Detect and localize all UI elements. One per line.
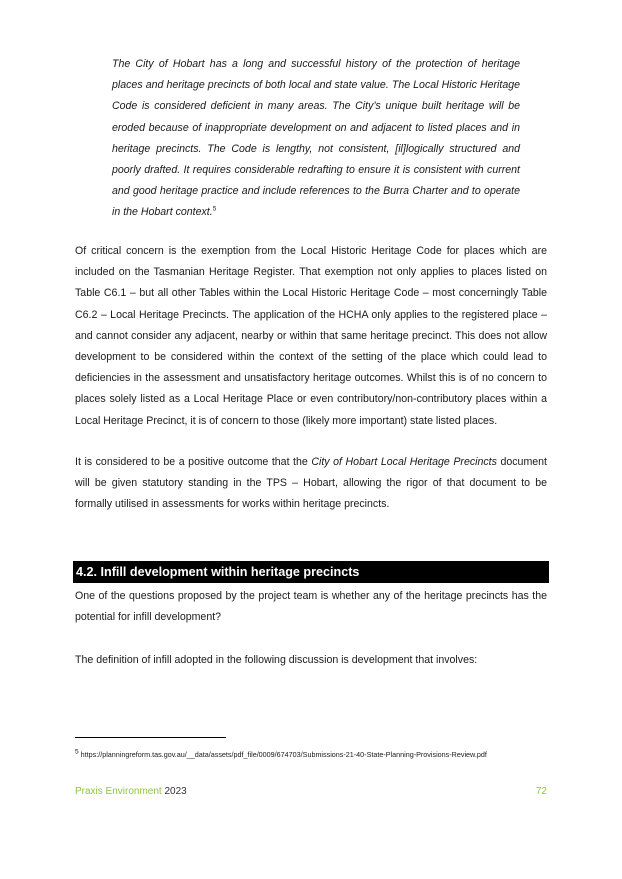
footnote-ref[interactable]: 5 [212,205,217,213]
section-heading: 4.2. Infill development within heritage precincts [73,561,549,583]
document-title-italic: City of Hobart Local Heritage Precincts [311,456,497,468]
paragraph-infill-definition: The definition of infill adopted in the following discussion is development that involves: [75,654,478,666]
block-quote [112,54,520,224]
paragraph-text-before: It is considered to be a positive outcome that the [75,456,312,468]
paragraph-infill-question: One of the questions proposed by the project team is whether any of the heritage precincts has the potential for infill development? [75,590,547,624]
footnote [75,750,487,760]
paragraph-text-after: document will be given statutory standing in the TPS – Hobart, allowing the rigor of that document to be formally utilised in assessments for works within heritage precincts. [75,456,547,511]
quote-text: The City of Hobart has a long and successful history of the protection of heritage places and heritage precincts of both local and state value. The Local Historic Heritage Code is considered deficient in many areas. The City’s unique built heritage will be eroded because of inappropriate development on and adjacent to listed places and in heritage precincts. The Code is lengthy, not consistent, [il]logically structured and poorly drafted. It requires considerable redrafting to ensure it is consistent with current and good heritage practice and include references to the Burra Charter and to operate in the Hobart context. [112,58,520,219]
page-footer [75,785,547,799]
footnote-number: 5 [75,748,79,756]
footnote-link[interactable]: https://planningreform.tas.gov.au/__data/assets/pdf_file/0009/674703/Submissions-21-40-State-Planning-Provisions-Review.pdf [78,750,487,759]
footer-brand: Praxis Environment [75,786,162,797]
footnote-divider [75,737,226,738]
paragraph-local-heritage-precincts [75,452,547,516]
page-number: 72 [535,786,547,797]
footer-year: 2023 [161,786,187,797]
paragraph-heritage-exemption: Of critical concern is the exemption from the Local Historic Heritage Code for places which are included on the Tasmanian Heritage Register. That exemption not only applies to places listed on Table C6.1 – but all other Tables within the Local Historic Heritage Code – most concerningly Table C6.2 – Local Heritage Precincts. The application of the HCHA only applies to the registered place – and cannot consider any adjacent, nearby or within that same heritage precinct. This does not allow development to be considered within the context of the setting of the place which could lead to deficiencies in the assessment and unsatisfactory heritage outcomes. Whilst this is of no concern to places solely listed as a Local Heritage Place or even contributory/non-contributory places within a Local Heritage Precinct, it is of concern to those (likely more important) state listed places. [75,245,547,427]
